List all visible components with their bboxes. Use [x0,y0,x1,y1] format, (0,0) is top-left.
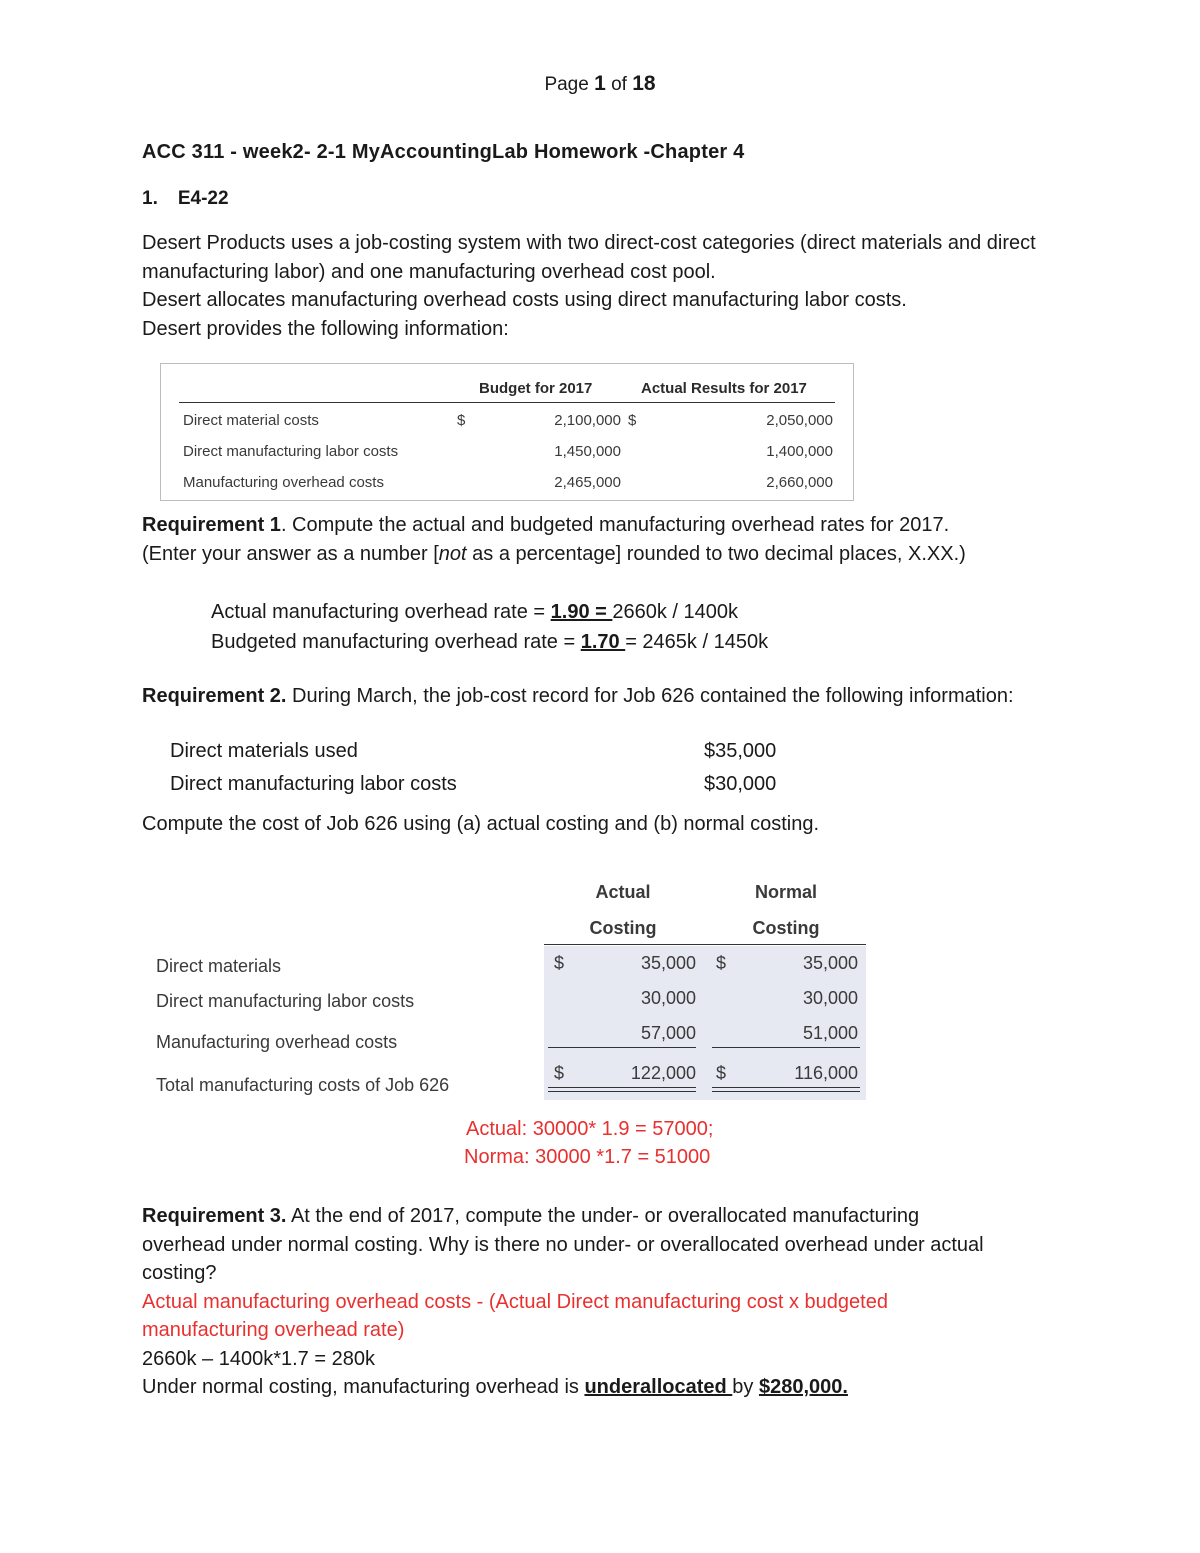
t2-row4-actual: 122,000 [630,1063,696,1083]
requirement-3 [142,1202,1002,1402]
req3-label: Requirement 3. [142,1205,287,1227]
col-budget-header: Budget for 2017 [479,380,593,397]
intro-paragraph [142,229,1082,343]
budget-rate-label: Budgeted manufacturing overhead rate = [211,631,581,653]
t2-row3-actual: 57,000 [640,1023,696,1043]
budget-rate-line [211,627,768,657]
t2-row4-normal: 116,000 [794,1063,858,1083]
budget-actual-table [160,363,854,501]
row2-label: Direct manufacturing labor costs [183,443,399,460]
job-item-2-label: Direct manufacturing labor costs [170,773,457,795]
row3-actual: 2,660,000 [766,474,833,491]
req1-line2-b: as a percentage] rounded to two decimal places, X.XX.) [466,542,966,565]
t2-row3-normal: 51,000 [802,1023,858,1043]
req3-calc: 2660k – 1400k*1.7 = 280k [142,1347,375,1370]
intro-line-3: Desert provides the following information: [142,317,509,340]
subtotal-rule-normal [712,1047,860,1048]
page-number [0,72,1200,96]
req1-label: Requirement 1 [142,514,281,536]
t2-row1-normal: 35,000 [802,953,858,973]
total-rule-normal-1 [712,1087,860,1088]
note-actual: Actual: 30000* 1.9 = 57000; [466,1118,714,1140]
req1-answers [211,597,768,657]
page-num: 1 [594,72,606,95]
concl-amount: $280,000. [758,1376,848,1398]
t2-row1-dollar-actual: $ [554,953,565,973]
t2-row1-actual: 35,000 [640,953,696,973]
col-normal-h1: Normal [754,882,817,902]
header-rule [179,402,835,403]
actual-rate-label: Actual manufacturing overhead rate = [211,601,551,623]
req1-not: not [438,542,467,565]
t2-row1-dollar-normal: $ [716,953,727,973]
row1-label: Direct material costs [183,412,319,429]
concl-underallocated: underallocated [584,1376,733,1398]
req1-line2-a: (Enter your answer as a number [ [142,542,439,565]
req1-line-2 [142,540,1082,569]
req1-line-1 [142,511,1082,540]
intro-line-1: Desert Products uses a job-costing system with two direct-cost categories (direct materials and direct manufacturing labor) and one manufacturing overhead cost pool. [142,232,1036,283]
col-actual-h1: Actual [595,882,651,902]
job-item-2-value: $30,000 [704,773,777,795]
total-rule-actual-2 [548,1091,696,1092]
total-rule-normal-2 [712,1091,860,1092]
job-item-1-value: $35,000 [704,740,777,762]
page-prefix: Page [544,74,589,95]
intro-line-2: Desert allocates manufacturing overhead costs using direct manufacturing labor costs. [142,289,907,311]
t2-row4-label: Total manufacturing costs of Job 626 [156,1075,450,1095]
t2-row1-label: Direct materials [156,956,282,976]
row3-label: Manufacturing overhead costs [183,474,384,491]
req2-text: During March, the job-cost record for Job 626 contained the following information: [286,685,1014,707]
requirement-1 [142,511,1082,568]
concl-a: Under normal costing, manufacturing overhead is [142,1376,585,1398]
header-rule [544,944,866,945]
row1-dollar-actual: $ [628,412,637,429]
req2-line [142,682,1082,711]
col-actual-h2: Costing [589,918,657,938]
question-index: 1. [142,188,158,209]
row1-actual: 2,050,000 [766,412,833,429]
page-total: 18 [632,72,656,95]
job-item-1-label: Direct materials used [170,740,358,762]
t2-row2-actual: 30,000 [640,988,696,1008]
row2-budget: 1,450,000 [554,443,621,460]
document-title: ACC 311 - week2- 2-1 MyAccountingLab Homework -Chapter 4 [142,141,745,163]
col-normal-h2: Costing [752,918,820,938]
req2-question: Compute the cost of Job 626 using (a) actual costing and (b) normal costing. [142,813,820,835]
budget-rate-value: 1.70 [580,631,626,653]
note-normal: Norma: 30000 *1.7 = 51000 [464,1146,711,1168]
subtotal-rule-actual [548,1047,696,1048]
req1-text: . Compute the actual and budgeted manufacturing overhead rates for 2017. [280,514,950,536]
t2-row3-label: Manufacturing overhead costs [156,1032,398,1052]
question-code: E4-22 [177,188,229,209]
col-actual-header: Actual Results for 2017 [641,380,807,397]
req3-conclusion [142,1373,1002,1402]
row3-budget: 2,465,000 [554,474,621,491]
t2-row4-dollar-actual: $ [554,1063,565,1083]
req2-label: Requirement 2. [142,685,287,707]
t2-row2-label: Direct manufacturing labor costs [156,991,415,1011]
total-rule-actual-1 [548,1087,696,1088]
req3-text: At the end of 2017, compute the under- or overallocated manufacturing overhead under normal costing. Why is there no under- or overallocated overhead under actual costing? [142,1205,984,1284]
concl-by: by [732,1376,759,1398]
req3-question [142,1202,1002,1288]
actual-rate-calc: 2660k / 1400k [612,601,739,623]
question-number [142,188,229,210]
actual-rate-value: 1.90 = [550,601,613,623]
budget-rate-calc: = 2465k / 1450k [625,631,769,653]
row1-dollar-budget: $ [457,412,466,429]
t2-row4-dollar-normal: $ [716,1063,727,1083]
row2-actual: 1,400,000 [766,443,833,460]
row1-budget: 2,100,000 [554,412,621,429]
requirement-2 [142,682,1082,711]
actual-rate-line [211,597,768,627]
page-of: of [611,74,627,95]
t2-row2-normal: 30,000 [802,988,858,1008]
req3-formula: Actual manufacturing overhead costs - (Actual Direct manufacturing cost x budgeted manufacturing overhead rate) [142,1290,888,1341]
